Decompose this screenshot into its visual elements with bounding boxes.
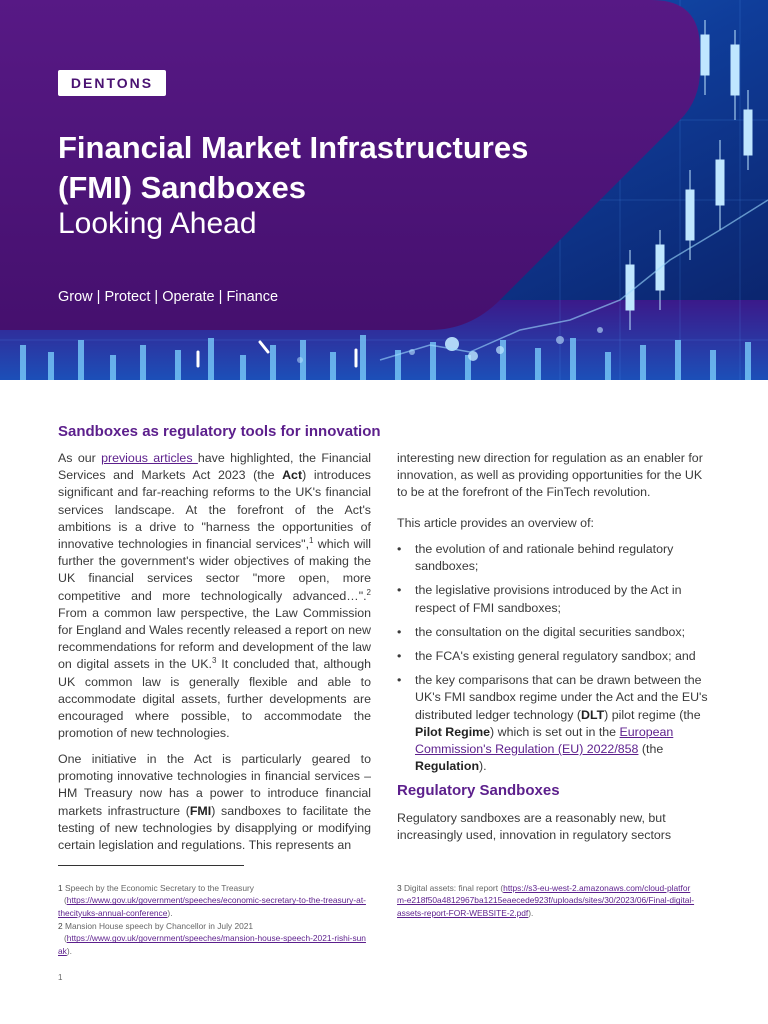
footnote-1-link[interactable]: https://www.gov.uk/government/speeches/economic-secretary-to-the-treasury-at-thecityuks-annual-conference: [58, 895, 366, 918]
footnote-1: 1 Speech by the Economic Secretary to the Treasury (https://www.gov.uk/government/speeches/economic-secretary-to-the-treasury-at-thecityuks-annual-conference).: [58, 883, 366, 918]
footnote-divider: [58, 865, 244, 866]
dentons-logo[interactable]: [58, 70, 166, 96]
footnote-ref-1[interactable]: 1: [309, 535, 314, 545]
footnote-3-link[interactable]: https://s3-eu-west-2.amazonaws.com/cloud-platform-e218f50a4812967ba1215eaecede923f/uploads/sites/30/2023/06/Final-digital-assets-report-FOR-WEBSITE-2.pdf: [397, 883, 695, 918]
overview-intro: This article provides an overview of:: [397, 516, 594, 530]
title-line-1: Financial Market Infrastructures: [58, 130, 529, 165]
continuation-paragraph: interesting new direction for regulation as an enabler for innovation, as well as providing opportunities for the UK to be at the forefront of the FinTech revolution.: [397, 451, 703, 500]
list-item: • the legislative provisions introduced by the Act in respect of FMI sandboxes;: [397, 582, 715, 616]
logo-text: DENTONS: [70, 75, 154, 91]
regulatory-sandboxes-paragraph: Regulatory sandboxes are a reasonably new, but increasingly used, innovation in regulatory sectors: [397, 811, 672, 843]
overview-list: [397, 541, 715, 782]
footnote-ref-3[interactable]: 3: [211, 656, 217, 666]
list-item: • the evolution of and rationale behind regulatory sandboxes;: [397, 541, 715, 575]
list-item: • the FCA's existing general regulatory sandbox; and: [397, 648, 715, 665]
list-item: • the key comparisons that can be drawn between the UK's FMI sandbox regime under the Act and the EU's distributed ledger technology (DLT) pilot regime (the Pilot Regime) which is set out in the European Commission's Regulation (EU) 2022/858 (the Regulation).: [397, 672, 715, 775]
initiative-paragraph: One initiative in the Act is particularly geared to promoting innovative technologies in financial services – HM Treasury now has a power to introduce financial markets infrastructure (FMI) sandboxes to facilitate the testing of new technologies by disapplying or modifying certain legislation and regulations. This represents an: [58, 752, 371, 853]
previous-articles-link[interactable]: previous articles: [101, 451, 198, 465]
page-title: [58, 128, 658, 208]
hero-banner: [0, 0, 768, 380]
page-subtitle: Looking Ahead: [58, 207, 257, 240]
footnote-3: 3 Digital assets: final report (https://s3-eu-west-2.amazonaws.com/cloud-platform-e218f50a4812967ba1215eaecede923f/uploads/sites/30/2023/06/Final-digital-assets-report-FOR-WEBSITE-2.pdf).: [397, 883, 695, 918]
footnote-2-link[interactable]: https://www.gov.uk/government/speeches/mansion-house-speech-2021-rishi-sunak: [58, 933, 366, 956]
section-heading-regulatory-sandboxes: Regulatory Sandboxes: [397, 782, 560, 799]
footnote-2: 2 Mansion House speech by Chancellor in July 2021 (https://www.gov.uk/government/speeches/mansion-house-speech-2021-rishi-sunak).: [58, 921, 366, 956]
title-line-2: (FMI) Sandboxes: [58, 170, 307, 205]
intro-paragraph: As our previous articles have highlighted, the Financial Services and Markets Act 2023 (the Act) introduces significant and far-reaching reforms to the UK's financial services landscape. At the forefront of the Act's ambitions is a drive to "harness the opportunities of innovative technologies in financial services",$^1$ which will further the government's wider objectives of making the UK financial services sector "more open, more competitive and more technologically advanced…".$^2$ From a common law perspective, the Law Commission for England and Wales recently released a report on new recommendations for reform and development of the law on digital assets in the UK.$^3$ It concluded that, although UK common law is generally flexible and able to accommodate digital assets, further developments are encouraged where possible, to accommodate the promotion of new technologies.: [58, 451, 371, 741]
tagline: Grow | Protect | Operate | Finance: [58, 289, 279, 305]
list-item: • the consultation on the digital securities sandbox;: [397, 624, 715, 641]
section-heading-sandboxes: Sandboxes as regulatory tools for innovation: [58, 423, 381, 440]
page-number: 1: [58, 973, 63, 982]
footnote-ref-2[interactable]: 2: [366, 587, 371, 597]
eu-regulation-link[interactable]: European Commission's Regulation (EU) 2022/858: [415, 724, 674, 757]
